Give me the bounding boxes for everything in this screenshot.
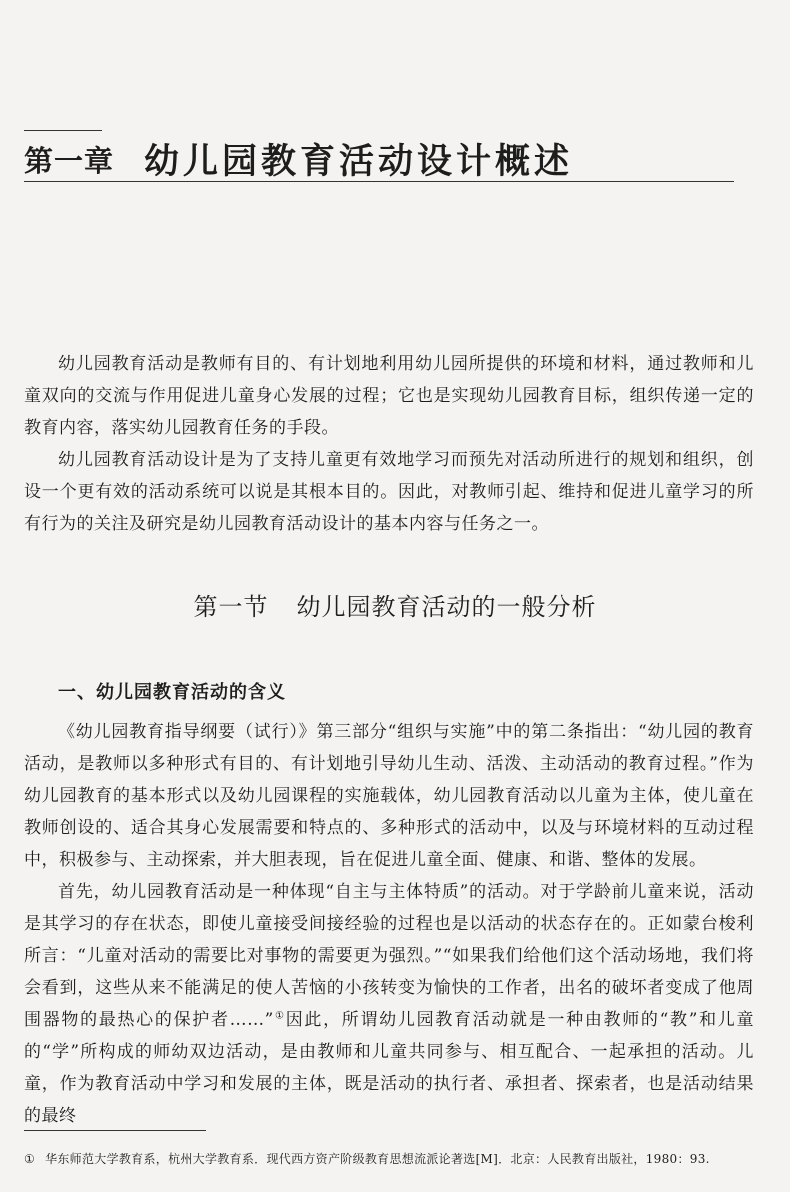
paragraph-text: 首先，幼儿园教育活动是一种体现“自主与主体特质”的活动。对于学龄前儿童来说，活动是其学习的存在状态，即使儿童接受间接经验的过程也是以活动的状态存在的。正如蒙台梭利所言：“儿童对活动的需要比对事物的需要更为强烈。”“如果我们给他们这个活动场地，我们将会看到，这些从来不能满足的使人苦恼的小孩转变为愉快的工作者，出名的破坏者变成了他周围器物的最热心的保护者……” — [24, 882, 754, 1030]
paragraph — [24, 876, 754, 1132]
section-heading — [0, 587, 790, 622]
paragraph-text: 因此，所谓幼儿园教育活动就是一种由教师的“教”和儿童的“学”所构成的师幼双边活动，是由教师和儿童共同参与、相互配合、一起承担的活动。儿童，作为教育活动中学习和发展的主体，既是活动的执行者、承担者、探索者，也是活动结果的最终 — [24, 1010, 754, 1126]
chapter-title: 幼儿园教育活动设计概述 — [144, 141, 574, 182]
paragraph: 幼儿园教育活动设计是为了支持儿童更有效地学习而预先对活动所进行的规划和组织，创设一个更有效的活动系统可以说是其根本目的。因此，对教师引起、维持和促进儿童学习的所有行为的关注及研究是幼儿园教育活动设计的基本内容与任务之一。 — [24, 450, 754, 534]
intro-text — [24, 348, 754, 540]
subsection-heading: 一、幼儿园教育活动的含义 — [58, 682, 286, 703]
footnote-text: 华东师范大学教育系，杭州大学教育系．现代西方资产阶级教育思想流派论著选[M]．北京：人民教育出版社，1980：93. — [45, 1152, 710, 1166]
chapter-top-rule — [24, 130, 102, 131]
chapter-underline — [24, 181, 734, 182]
footnote-mark: ① — [24, 1152, 36, 1166]
section-number: 第一节 — [193, 593, 269, 621]
main-text — [24, 716, 754, 1132]
footnote-reference[interactable]: ① — [273, 1010, 286, 1022]
chapter-number: 第一章 — [24, 144, 115, 178]
footnote-separator — [24, 1130, 206, 1131]
paragraph: 《幼儿园教育指导纲要（试行）》第三部分“组织与实施”中的第二条指出：“幼儿园的教育活动，是教师以多种形式有目的、有计划地引导幼儿生动、活泼、主动活动的教育过程。”作为幼儿园教育的基本形式以及幼儿园课程的实施载体，幼儿园教育活动以儿童为主体，使儿童在教师创设的、适合其身心发展需要和特点的、多种形式的活动中，以及与环境材料的互动过程中，积极参与、主动探索，并大胆表现，旨在促进儿童全面、健康、和谐、整体的发展。 — [24, 722, 754, 870]
chapter-heading — [24, 132, 750, 180]
paragraph: 幼儿园教育活动是教师有目的、有计划地利用幼儿园所提供的环境和材料，通过教师和儿童双向的交流与作用促进儿童身心发展的过程；它也是实现幼儿园教育目标，组织传递一定的教育内容，落实幼儿园教育任务的手段。 — [24, 354, 754, 438]
section-title: 幼儿园教育活动的一般分析 — [296, 593, 597, 621]
footnote — [24, 1150, 764, 1168]
